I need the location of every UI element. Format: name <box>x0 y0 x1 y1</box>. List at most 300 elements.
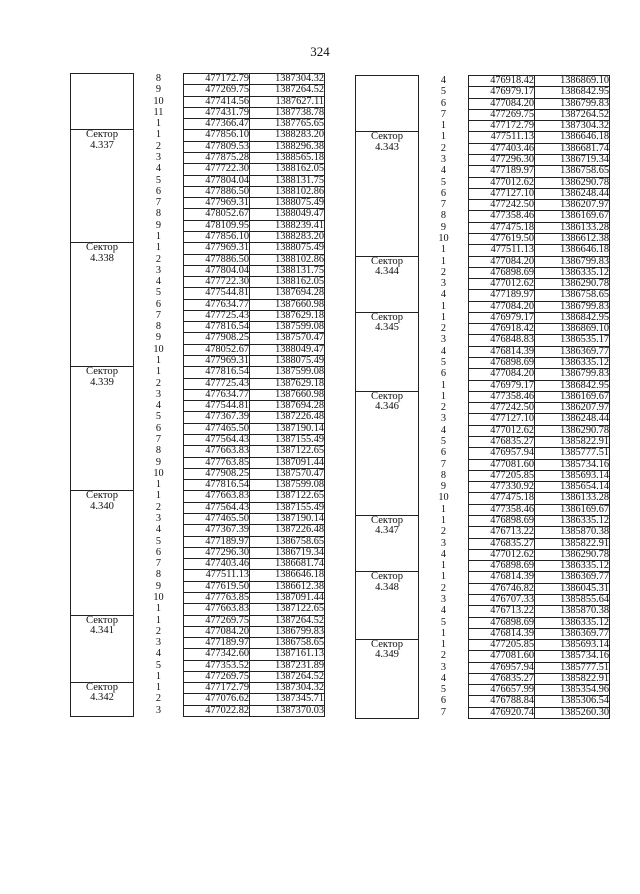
x-coordinate: 476898.69 <box>469 267 535 278</box>
table-row <box>356 515 610 526</box>
y-coordinate: 1388075.49 <box>250 356 325 367</box>
y-coordinate: 1386535.17 <box>535 335 610 346</box>
x-coordinate: 477722.30 <box>184 277 250 288</box>
point-number: 7 <box>134 435 184 446</box>
point-number: 5 <box>419 437 469 448</box>
x-coordinate: 476918.42 <box>469 324 535 335</box>
table-row <box>71 615 325 626</box>
y-coordinate: 1387304.32 <box>250 683 325 694</box>
y-coordinate: 1388565.18 <box>250 152 325 163</box>
x-coordinate: 477816.54 <box>184 367 250 378</box>
table-row <box>71 683 325 694</box>
coordinates-table-right <box>355 75 610 719</box>
x-coordinate: 477084.20 <box>469 301 535 312</box>
x-coordinate: 476898.69 <box>469 617 535 628</box>
point-number: 2 <box>134 502 184 513</box>
point-number: 2 <box>419 651 469 662</box>
point-number: 5 <box>419 177 469 188</box>
x-coordinate: 477465.50 <box>184 513 250 524</box>
x-coordinate: 477804.04 <box>184 175 250 186</box>
x-coordinate: 477816.54 <box>184 480 250 491</box>
x-coordinate: 476898.69 <box>469 358 535 369</box>
y-coordinate: 1387226.48 <box>250 412 325 423</box>
y-coordinate: 1387155.49 <box>250 502 325 513</box>
y-coordinate: 1387091.44 <box>250 457 325 468</box>
table-row <box>356 572 610 583</box>
x-coordinate: 476979.17 <box>469 87 535 98</box>
x-coordinate: 477012.62 <box>469 279 535 290</box>
x-coordinate: 476835.27 <box>469 673 535 684</box>
table-row <box>71 74 325 85</box>
point-number: 3 <box>134 389 184 400</box>
sector-label: Сектор 4.339 <box>71 367 134 491</box>
point-number: 1 <box>134 367 184 378</box>
point-number: 3 <box>134 513 184 524</box>
point-number: 4 <box>134 525 184 536</box>
x-coordinate: 477816.54 <box>184 322 250 333</box>
point-number: 2 <box>419 267 469 278</box>
y-coordinate: 1387190.14 <box>250 513 325 524</box>
point-number: 10 <box>419 233 469 244</box>
point-number: 9 <box>134 457 184 468</box>
table-row <box>356 132 610 143</box>
x-coordinate: 477431.79 <box>184 107 250 118</box>
x-coordinate: 476835.27 <box>469 437 535 448</box>
sector-label <box>71 74 134 130</box>
point-number: 1 <box>419 132 469 143</box>
x-coordinate: 477763.85 <box>184 592 250 603</box>
point-number: 8 <box>134 446 184 457</box>
y-coordinate: 1387226.48 <box>250 525 325 536</box>
point-number: 8 <box>134 209 184 220</box>
x-coordinate: 476788.84 <box>469 696 535 707</box>
point-number: 1 <box>419 380 469 391</box>
point-number: 2 <box>419 143 469 154</box>
y-coordinate: 1388162.05 <box>250 277 325 288</box>
point-number: 3 <box>419 279 469 290</box>
point-number: 2 <box>134 626 184 637</box>
table-row <box>356 391 610 402</box>
table-row <box>356 76 610 87</box>
y-coordinate: 1387660.98 <box>250 299 325 310</box>
x-coordinate: 477242.50 <box>469 403 535 414</box>
x-coordinate: 477564.43 <box>184 435 250 446</box>
y-coordinate: 1385822.91 <box>535 673 610 684</box>
point-number: 10 <box>134 344 184 355</box>
y-coordinate: 1387570.47 <box>250 468 325 479</box>
sector-label: Сектор 4.337 <box>71 130 134 243</box>
y-coordinate: 1385693.14 <box>535 640 610 651</box>
point-number: 1 <box>134 604 184 615</box>
point-number: 5 <box>134 412 184 423</box>
point-number: 1 <box>419 121 469 132</box>
y-coordinate: 1386681.74 <box>535 143 610 154</box>
point-number: 4 <box>419 606 469 617</box>
y-coordinate: 1386719.34 <box>250 547 325 558</box>
coordinates-table-left <box>70 73 325 717</box>
point-number: 8 <box>419 470 469 481</box>
x-coordinate: 477886.50 <box>184 254 250 265</box>
x-coordinate: 477242.50 <box>469 200 535 211</box>
table-row <box>71 243 325 254</box>
point-number: 1 <box>419 628 469 639</box>
y-coordinate: 1387264.52 <box>250 671 325 682</box>
x-coordinate: 477619.50 <box>469 233 535 244</box>
sector-label: Сектор 4.348 <box>356 572 419 640</box>
point-number: 3 <box>419 335 469 346</box>
x-coordinate: 477076.62 <box>184 694 250 705</box>
x-coordinate: 477969.31 <box>184 198 250 209</box>
x-coordinate: 477475.18 <box>469 222 535 233</box>
y-coordinate: 1385734.16 <box>535 651 610 662</box>
point-number: 2 <box>134 141 184 152</box>
x-coordinate: 477366.47 <box>184 119 250 130</box>
sector-label: Сектор 4.340 <box>71 491 134 615</box>
x-coordinate: 477908.25 <box>184 468 250 479</box>
x-coordinate: 478052.67 <box>184 209 250 220</box>
y-coordinate: 1387370.03 <box>250 705 325 716</box>
point-number: 2 <box>134 694 184 705</box>
x-coordinate: 476898.69 <box>469 561 535 572</box>
point-number: 7 <box>134 559 184 570</box>
x-coordinate: 477084.20 <box>469 369 535 380</box>
point-number: 5 <box>419 87 469 98</box>
point-number: 8 <box>134 74 184 85</box>
x-coordinate: 477269.75 <box>184 85 250 96</box>
x-coordinate: 476814.39 <box>469 572 535 583</box>
y-coordinate: 1387694.28 <box>250 401 325 412</box>
x-coordinate: 477342.60 <box>184 649 250 660</box>
x-coordinate: 476713.22 <box>469 527 535 538</box>
point-number: 10 <box>419 493 469 504</box>
x-coordinate: 477634.77 <box>184 389 250 400</box>
x-coordinate: 477544.81 <box>184 401 250 412</box>
y-coordinate: 1387091.44 <box>250 592 325 603</box>
point-number: 9 <box>419 222 469 233</box>
point-number: 1 <box>419 561 469 572</box>
point-number: 5 <box>419 617 469 628</box>
y-coordinate: 1386335.12 <box>535 561 610 572</box>
point-number: 10 <box>134 96 184 107</box>
x-coordinate: 476713.22 <box>469 606 535 617</box>
x-coordinate: 477081.60 <box>469 459 535 470</box>
point-number: 9 <box>419 482 469 493</box>
y-coordinate: 1386799.83 <box>535 98 610 109</box>
y-coordinate: 1387629.18 <box>250 310 325 321</box>
x-coordinate: 477722.30 <box>184 164 250 175</box>
point-number: 4 <box>419 76 469 87</box>
x-coordinate: 476746.82 <box>469 583 535 594</box>
y-coordinate: 1386369.77 <box>535 628 610 639</box>
point-number: 4 <box>134 401 184 412</box>
x-coordinate: 477189.97 <box>469 166 535 177</box>
point-number: 5 <box>134 288 184 299</box>
y-coordinate: 1386758.65 <box>535 290 610 301</box>
y-coordinate: 1386248.44 <box>535 414 610 425</box>
y-coordinate: 1386207.97 <box>535 403 610 414</box>
sector-label: Сектор 4.346 <box>356 391 419 515</box>
x-coordinate: 477663.83 <box>184 446 250 457</box>
x-coordinate: 477403.46 <box>184 559 250 570</box>
x-coordinate: 478052.67 <box>184 344 250 355</box>
x-coordinate: 477475.18 <box>469 493 535 504</box>
y-coordinate: 1386133.28 <box>535 493 610 504</box>
x-coordinate: 476957.94 <box>469 662 535 673</box>
y-coordinate: 1386290.78 <box>535 549 610 560</box>
table-row <box>71 491 325 502</box>
point-number: 1 <box>134 671 184 682</box>
point-number: 2 <box>419 324 469 335</box>
x-coordinate: 477012.62 <box>469 425 535 436</box>
x-coordinate: 477511.13 <box>469 132 535 143</box>
point-number: 7 <box>419 200 469 211</box>
point-number: 9 <box>134 333 184 344</box>
y-coordinate: 1385822.91 <box>535 437 610 448</box>
point-number: 5 <box>134 175 184 186</box>
x-coordinate: 476814.39 <box>469 346 535 357</box>
x-coordinate: 477353.52 <box>184 660 250 671</box>
point-number: 4 <box>419 549 469 560</box>
y-coordinate: 1386799.83 <box>535 369 610 380</box>
x-coordinate: 477663.83 <box>184 604 250 615</box>
point-number: 7 <box>419 109 469 120</box>
y-coordinate: 1385870.38 <box>535 527 610 538</box>
y-coordinate: 1387738.78 <box>250 107 325 118</box>
y-coordinate: 1386612.38 <box>535 233 610 244</box>
point-number: 1 <box>134 683 184 694</box>
point-number: 1 <box>419 256 469 267</box>
x-coordinate: 477725.43 <box>184 310 250 321</box>
x-coordinate: 477875.28 <box>184 152 250 163</box>
x-coordinate: 476918.42 <box>469 76 535 87</box>
point-number: 3 <box>419 154 469 165</box>
x-coordinate: 477127.10 <box>469 414 535 425</box>
point-number: 4 <box>134 649 184 660</box>
y-coordinate: 1385777.51 <box>535 662 610 673</box>
table-row <box>71 130 325 141</box>
x-coordinate: 477084.20 <box>184 626 250 637</box>
y-coordinate: 1388049.47 <box>250 209 325 220</box>
point-number: 1 <box>419 640 469 651</box>
point-number: 9 <box>134 220 184 231</box>
y-coordinate: 1388283.20 <box>250 130 325 141</box>
x-coordinate: 477269.75 <box>469 109 535 120</box>
x-coordinate: 477189.97 <box>184 638 250 649</box>
y-coordinate: 1388131.75 <box>250 175 325 186</box>
y-coordinate: 1387190.14 <box>250 423 325 434</box>
point-number: 11 <box>134 107 184 118</box>
point-number: 4 <box>419 425 469 436</box>
y-coordinate: 1386799.83 <box>250 626 325 637</box>
point-number: 10 <box>134 592 184 603</box>
x-coordinate: 477634.77 <box>184 299 250 310</box>
y-coordinate: 1386169.67 <box>535 504 610 515</box>
y-coordinate: 1387765.65 <box>250 119 325 130</box>
y-coordinate: 1386758.65 <box>250 536 325 547</box>
table-row <box>356 256 610 267</box>
y-coordinate: 1386842.95 <box>535 312 610 323</box>
y-coordinate: 1387345.71 <box>250 694 325 705</box>
x-coordinate: 477296.30 <box>469 154 535 165</box>
y-coordinate: 1386290.78 <box>535 279 610 290</box>
y-coordinate: 1386369.77 <box>535 346 610 357</box>
point-number: 6 <box>134 423 184 434</box>
point-number: 1 <box>134 231 184 242</box>
x-coordinate: 476920.74 <box>469 707 535 718</box>
y-coordinate: 1388296.38 <box>250 141 325 152</box>
sector-label <box>356 76 419 132</box>
point-number: 6 <box>419 369 469 380</box>
sector-label: Сектор 4.341 <box>71 615 134 683</box>
x-coordinate: 477763.85 <box>184 457 250 468</box>
x-coordinate: 477022.82 <box>184 705 250 716</box>
x-coordinate: 477358.46 <box>469 504 535 515</box>
y-coordinate: 1386290.78 <box>535 177 610 188</box>
point-number: 4 <box>134 164 184 175</box>
x-coordinate: 476657.99 <box>469 685 535 696</box>
point-number: 1 <box>419 504 469 515</box>
point-number: 1 <box>134 356 184 367</box>
x-coordinate: 477619.50 <box>184 581 250 592</box>
x-coordinate: 477908.25 <box>184 333 250 344</box>
y-coordinate: 1385734.16 <box>535 459 610 470</box>
x-coordinate: 477886.50 <box>184 186 250 197</box>
y-coordinate: 1385777.51 <box>535 448 610 459</box>
point-number: 2 <box>419 527 469 538</box>
x-coordinate: 477511.13 <box>469 245 535 256</box>
point-number: 6 <box>419 98 469 109</box>
y-coordinate: 1386335.12 <box>535 617 610 628</box>
sector-label: Сектор 4.345 <box>356 312 419 391</box>
y-coordinate: 1387264.52 <box>535 109 610 120</box>
y-coordinate: 1388131.75 <box>250 265 325 276</box>
y-coordinate: 1386133.28 <box>535 222 610 233</box>
y-coordinate: 1386869.10 <box>535 324 610 335</box>
y-coordinate: 1385354.96 <box>535 685 610 696</box>
x-coordinate: 477084.20 <box>469 256 535 267</box>
point-number: 1 <box>419 572 469 583</box>
point-number: 1 <box>134 130 184 141</box>
y-coordinate: 1388102.86 <box>250 254 325 265</box>
point-number: 9 <box>134 581 184 592</box>
x-coordinate: 476707.33 <box>469 594 535 605</box>
y-coordinate: 1388075.49 <box>250 243 325 254</box>
point-number: 10 <box>134 468 184 479</box>
y-coordinate: 1387231.89 <box>250 660 325 671</box>
y-coordinate: 1386646.18 <box>250 570 325 581</box>
point-number: 3 <box>134 265 184 276</box>
point-number: 6 <box>419 696 469 707</box>
x-coordinate: 477296.30 <box>184 547 250 558</box>
point-number: 2 <box>134 378 184 389</box>
point-number: 4 <box>134 277 184 288</box>
point-number: 1 <box>419 391 469 402</box>
y-coordinate: 1388075.49 <box>250 198 325 209</box>
point-number: 7 <box>134 198 184 209</box>
point-number: 1 <box>419 301 469 312</box>
y-coordinate: 1385306.54 <box>535 696 610 707</box>
point-number: 1 <box>419 515 469 526</box>
y-coordinate: 1385693.14 <box>535 470 610 481</box>
y-coordinate: 1387304.32 <box>535 121 610 132</box>
y-coordinate: 1388102.86 <box>250 186 325 197</box>
point-number: 3 <box>419 594 469 605</box>
y-coordinate: 1386290.78 <box>535 425 610 436</box>
x-coordinate: 477330.92 <box>469 482 535 493</box>
y-coordinate: 1386045.31 <box>535 583 610 594</box>
y-coordinate: 1385870.38 <box>535 606 610 617</box>
y-coordinate: 1385654.14 <box>535 482 610 493</box>
point-number: 1 <box>134 119 184 130</box>
y-coordinate: 1387122.65 <box>250 446 325 457</box>
table-row <box>356 312 610 323</box>
x-coordinate: 477189.97 <box>184 536 250 547</box>
point-number: 5 <box>134 660 184 671</box>
y-coordinate: 1386612.38 <box>250 581 325 592</box>
point-number: 6 <box>134 547 184 558</box>
sector-label: Сектор 4.338 <box>71 243 134 367</box>
y-coordinate: 1386842.95 <box>535 380 610 391</box>
y-coordinate: 1386248.44 <box>535 188 610 199</box>
point-number: 1 <box>419 312 469 323</box>
point-number: 3 <box>134 705 184 716</box>
x-coordinate: 477511.13 <box>184 570 250 581</box>
y-coordinate: 1385260.30 <box>535 707 610 718</box>
point-number: 5 <box>419 358 469 369</box>
point-number: 3 <box>419 414 469 425</box>
point-number: 8 <box>134 570 184 581</box>
x-coordinate: 477414.56 <box>184 96 250 107</box>
x-coordinate: 477189.97 <box>469 290 535 301</box>
y-coordinate: 1386869.10 <box>535 76 610 87</box>
y-coordinate: 1386369.77 <box>535 572 610 583</box>
y-coordinate: 1387570.47 <box>250 333 325 344</box>
y-coordinate: 1387627.11 <box>250 96 325 107</box>
x-coordinate: 477081.60 <box>469 651 535 662</box>
y-coordinate: 1386842.95 <box>535 87 610 98</box>
x-coordinate: 476848.83 <box>469 335 535 346</box>
sector-label: Сектор 4.343 <box>356 132 419 256</box>
x-coordinate: 477367.39 <box>184 412 250 423</box>
point-number: 5 <box>419 685 469 696</box>
x-coordinate: 477564.43 <box>184 502 250 513</box>
x-coordinate: 477127.10 <box>469 188 535 199</box>
y-coordinate: 1387599.08 <box>250 480 325 491</box>
x-coordinate: 476898.69 <box>469 515 535 526</box>
y-coordinate: 1388283.20 <box>250 231 325 242</box>
y-coordinate: 1386799.83 <box>535 301 610 312</box>
y-coordinate: 1387599.08 <box>250 322 325 333</box>
point-number: 8 <box>134 322 184 333</box>
x-coordinate: 477969.31 <box>184 356 250 367</box>
point-number: 4 <box>419 290 469 301</box>
y-coordinate: 1386758.65 <box>535 166 610 177</box>
y-coordinate: 1385822.91 <box>535 538 610 549</box>
y-coordinate: 1386335.12 <box>535 515 610 526</box>
sector-label: Сектор 4.347 <box>356 515 419 571</box>
point-number: 3 <box>419 662 469 673</box>
point-number: 1 <box>134 480 184 491</box>
y-coordinate: 1386335.12 <box>535 267 610 278</box>
y-coordinate: 1387629.18 <box>250 378 325 389</box>
x-coordinate: 477269.75 <box>184 615 250 626</box>
point-number: 7 <box>419 459 469 470</box>
y-coordinate: 1386169.67 <box>535 211 610 222</box>
point-number: 2 <box>134 254 184 265</box>
x-coordinate: 477172.79 <box>184 74 250 85</box>
table-row <box>71 367 325 378</box>
point-number: 4 <box>419 346 469 357</box>
